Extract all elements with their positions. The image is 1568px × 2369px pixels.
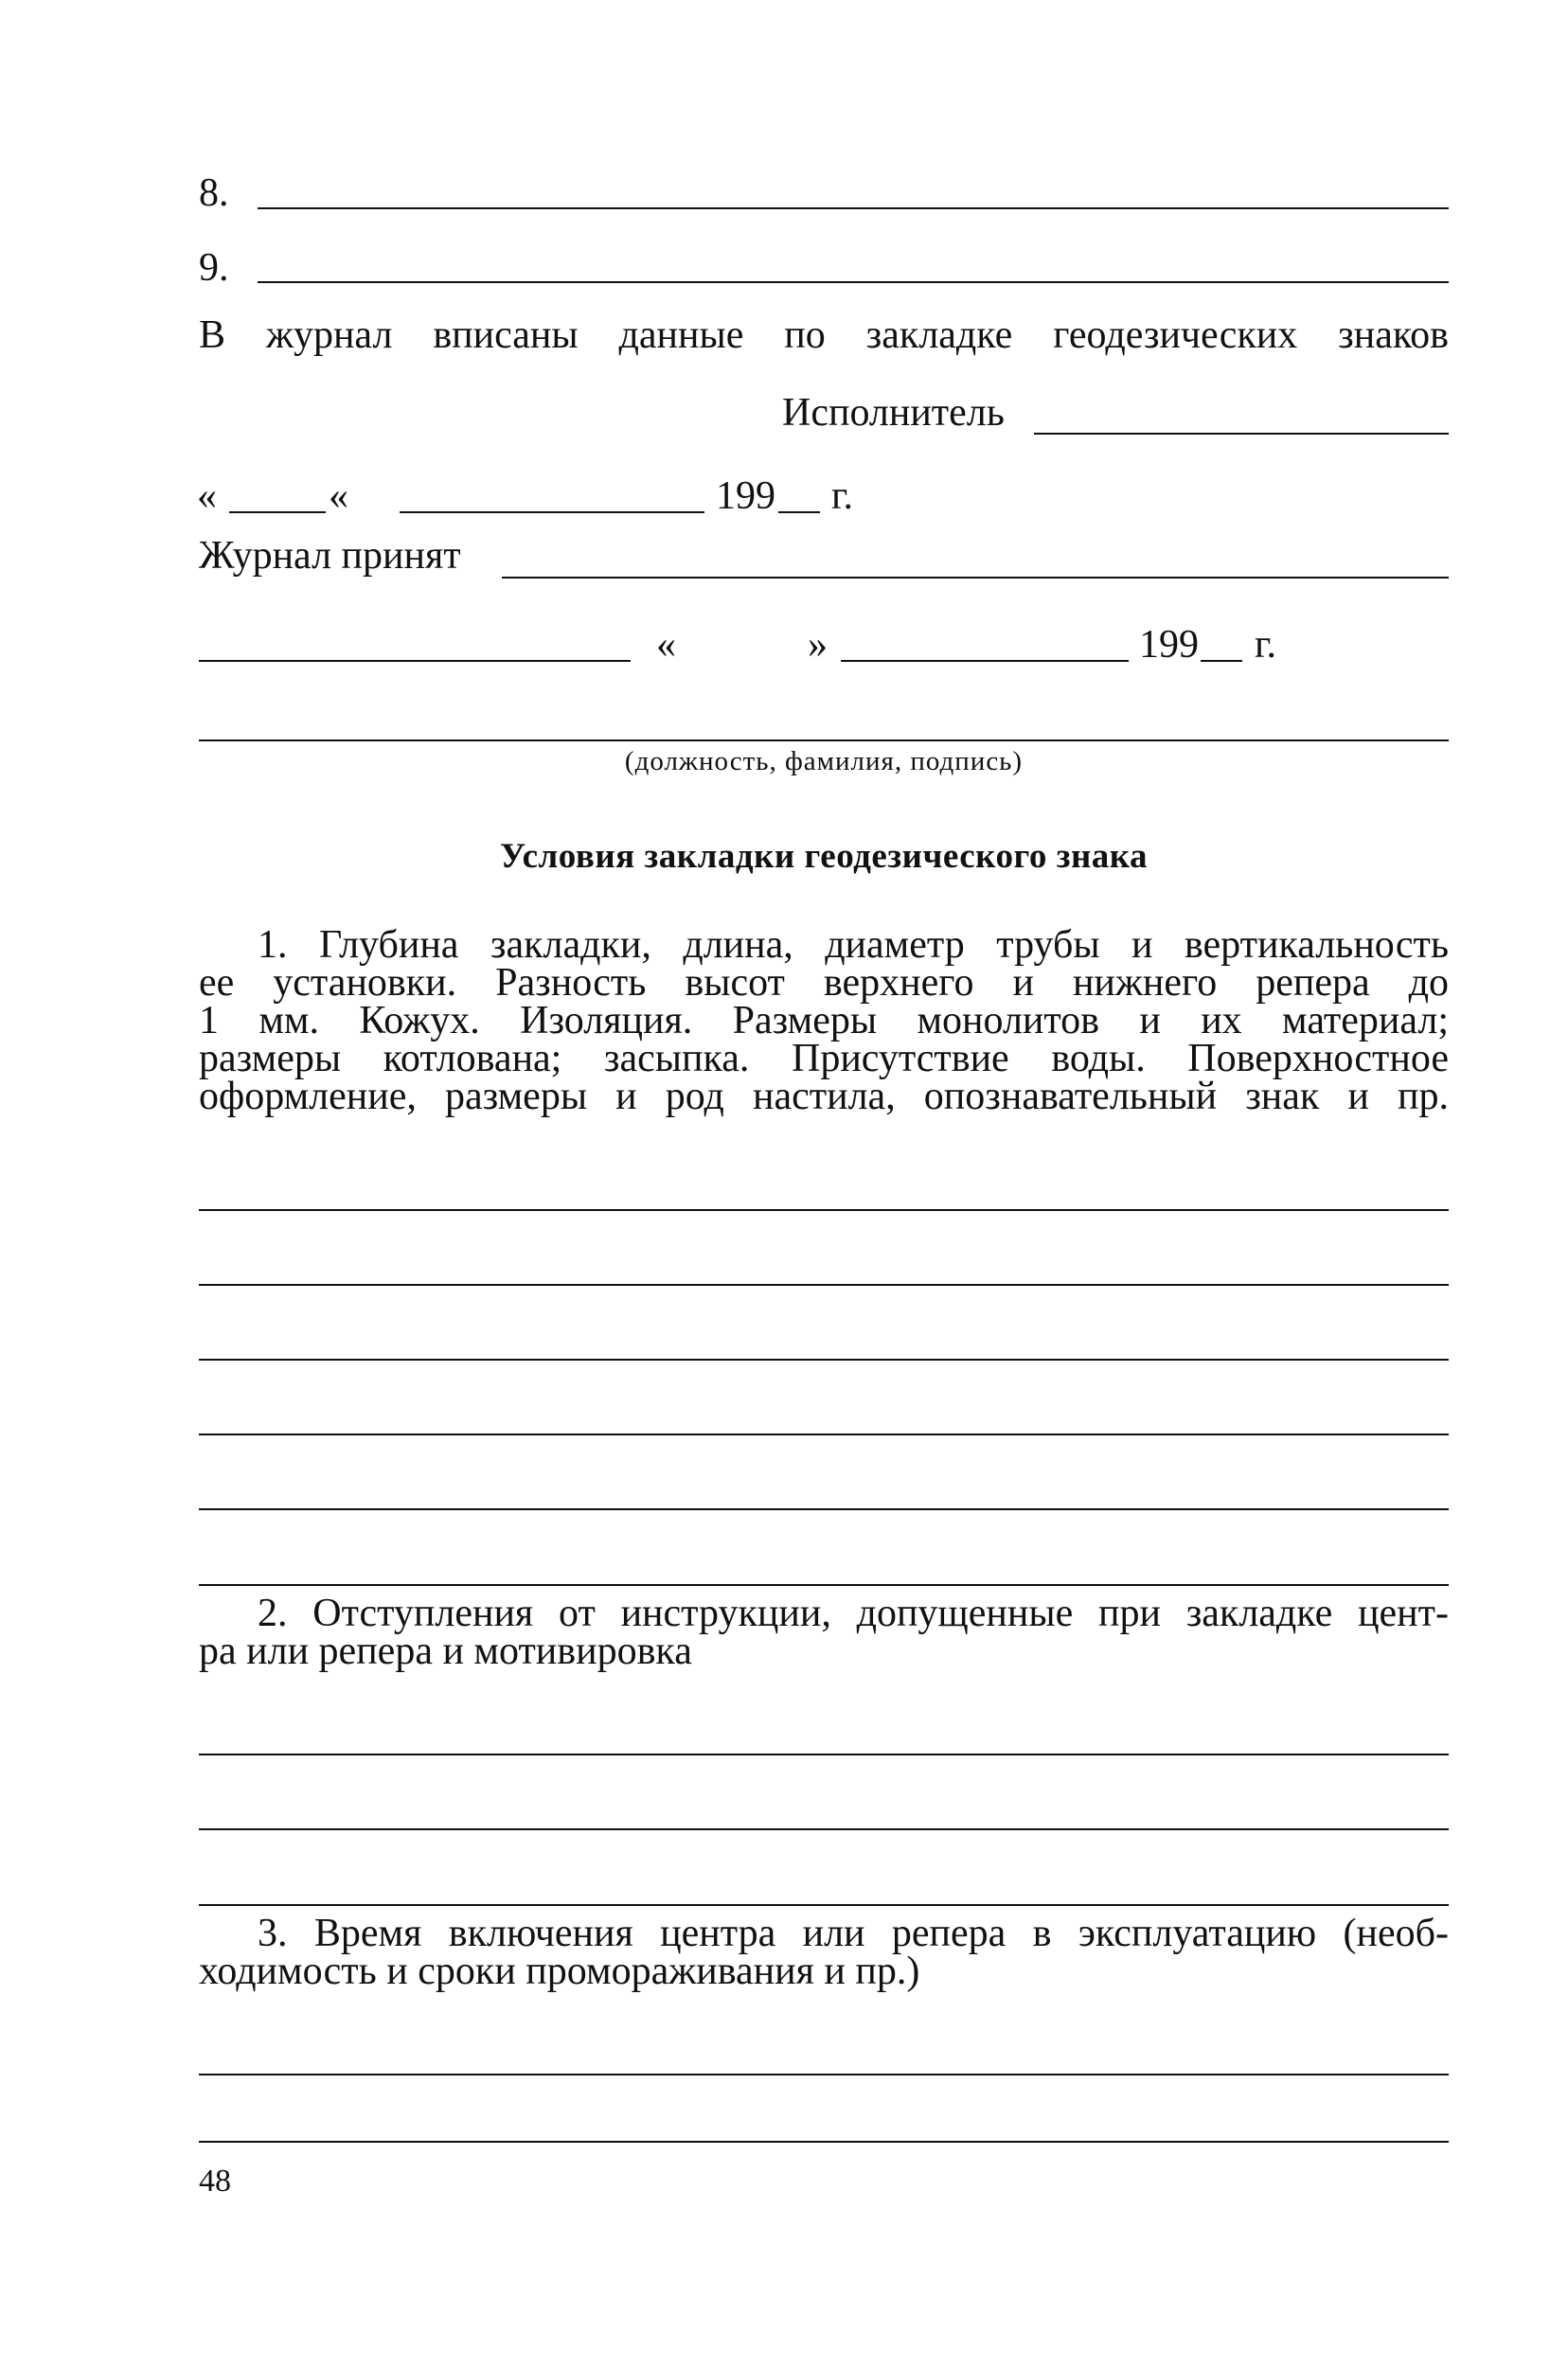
condition-1-line-3: 1 мм. Кожух. Изоляция. Размеры монолитов и их материал; — [199, 999, 1449, 1042]
journal-entry-sentence: В журнал вписаны данные по закладке геодезических знаков — [199, 313, 1449, 357]
item-8-label: 8. — [199, 171, 229, 215]
date2-year-suffix: г. — [1255, 623, 1276, 667]
page-number: 48 — [199, 2164, 231, 2199]
date1-close-quote: « — [329, 474, 348, 518]
condition-2-answer-line[interactable] — [199, 1828, 1449, 1830]
condition-3-answer-line[interactable] — [199, 2074, 1449, 2075]
condition-3-line-2: ходимость и сроки промораживания и пр.) — [199, 1950, 920, 1993]
date2-open-quote: « — [656, 623, 676, 667]
journal-accepted-label: Журнал принят — [199, 534, 461, 578]
condition-1-line-4: размеры котлована; засыпка. Присутствие воды. Поверхностное — [199, 1037, 1449, 1080]
condition-1-answer-line[interactable] — [199, 1209, 1449, 1211]
signature-caption: (должность, фамилия, подпись) — [624, 746, 1024, 776]
date1-year-suffix: г. — [831, 474, 853, 518]
date1-year-prefix: 199 — [716, 474, 775, 518]
section-title: Условия закладки геодезического знака — [499, 837, 1149, 876]
condition-3-line-1: 3. Время включения центра или репера в эксплуатацию (необ- — [258, 1912, 1449, 1955]
item-9-fill-line[interactable] — [258, 281, 1449, 283]
condition-3-paragraph — [199, 1912, 1449, 1993]
date1-year-line[interactable] — [778, 511, 820, 513]
date2-year-prefix: 199 — [1139, 623, 1199, 667]
condition-1-answer-line[interactable] — [199, 1584, 1449, 1586]
accepted-by-line[interactable] — [199, 660, 631, 662]
date1-day-line[interactable] — [229, 511, 326, 513]
condition-2-paragraph — [199, 1592, 1449, 1673]
condition-2-answer-line[interactable] — [199, 1754, 1449, 1755]
condition-1-paragraph — [199, 923, 1449, 1118]
condition-1-answer-line[interactable] — [199, 1508, 1449, 1510]
item-8-fill-line[interactable] — [258, 207, 1449, 209]
date2-month-line[interactable] — [841, 660, 1129, 662]
condition-1-line-1: 1. Глубина закладки, длина, диаметр трубы и вертикальность — [258, 923, 1449, 967]
executor-label: Исполнитель — [782, 391, 1005, 435]
condition-1-answer-line[interactable] — [199, 1284, 1449, 1286]
date2-close-quote: » — [808, 623, 828, 667]
executor-signature-line[interactable] — [1034, 433, 1449, 435]
condition-2-answer-line[interactable] — [199, 1904, 1449, 1906]
condition-1-answer-line[interactable] — [199, 1359, 1449, 1361]
condition-1-line-2: ее установки. Разность высот верхнего и нижнего репера до — [199, 961, 1449, 1005]
position-name-signature-line[interactable] — [199, 739, 1449, 741]
condition-2-line-2: ра или репера и мотивировка — [199, 1630, 692, 1673]
condition-1-answer-line[interactable] — [199, 1434, 1449, 1435]
item-9-label: 9. — [199, 246, 229, 290]
condition-2-line-1: 2. Отступления от инструкции, допущенные при закладке цент- — [258, 1592, 1449, 1635]
condition-3-answer-line[interactable] — [199, 2141, 1449, 2143]
date1-open-quote: « — [197, 474, 217, 518]
date2-year-line[interactable] — [1201, 660, 1242, 662]
date1-month-line[interactable] — [400, 511, 704, 513]
journal-accepted-line[interactable] — [502, 577, 1449, 579]
condition-1-line-5: оформление, размеры и род настила, опознавательный знак и пр. — [199, 1075, 1449, 1118]
